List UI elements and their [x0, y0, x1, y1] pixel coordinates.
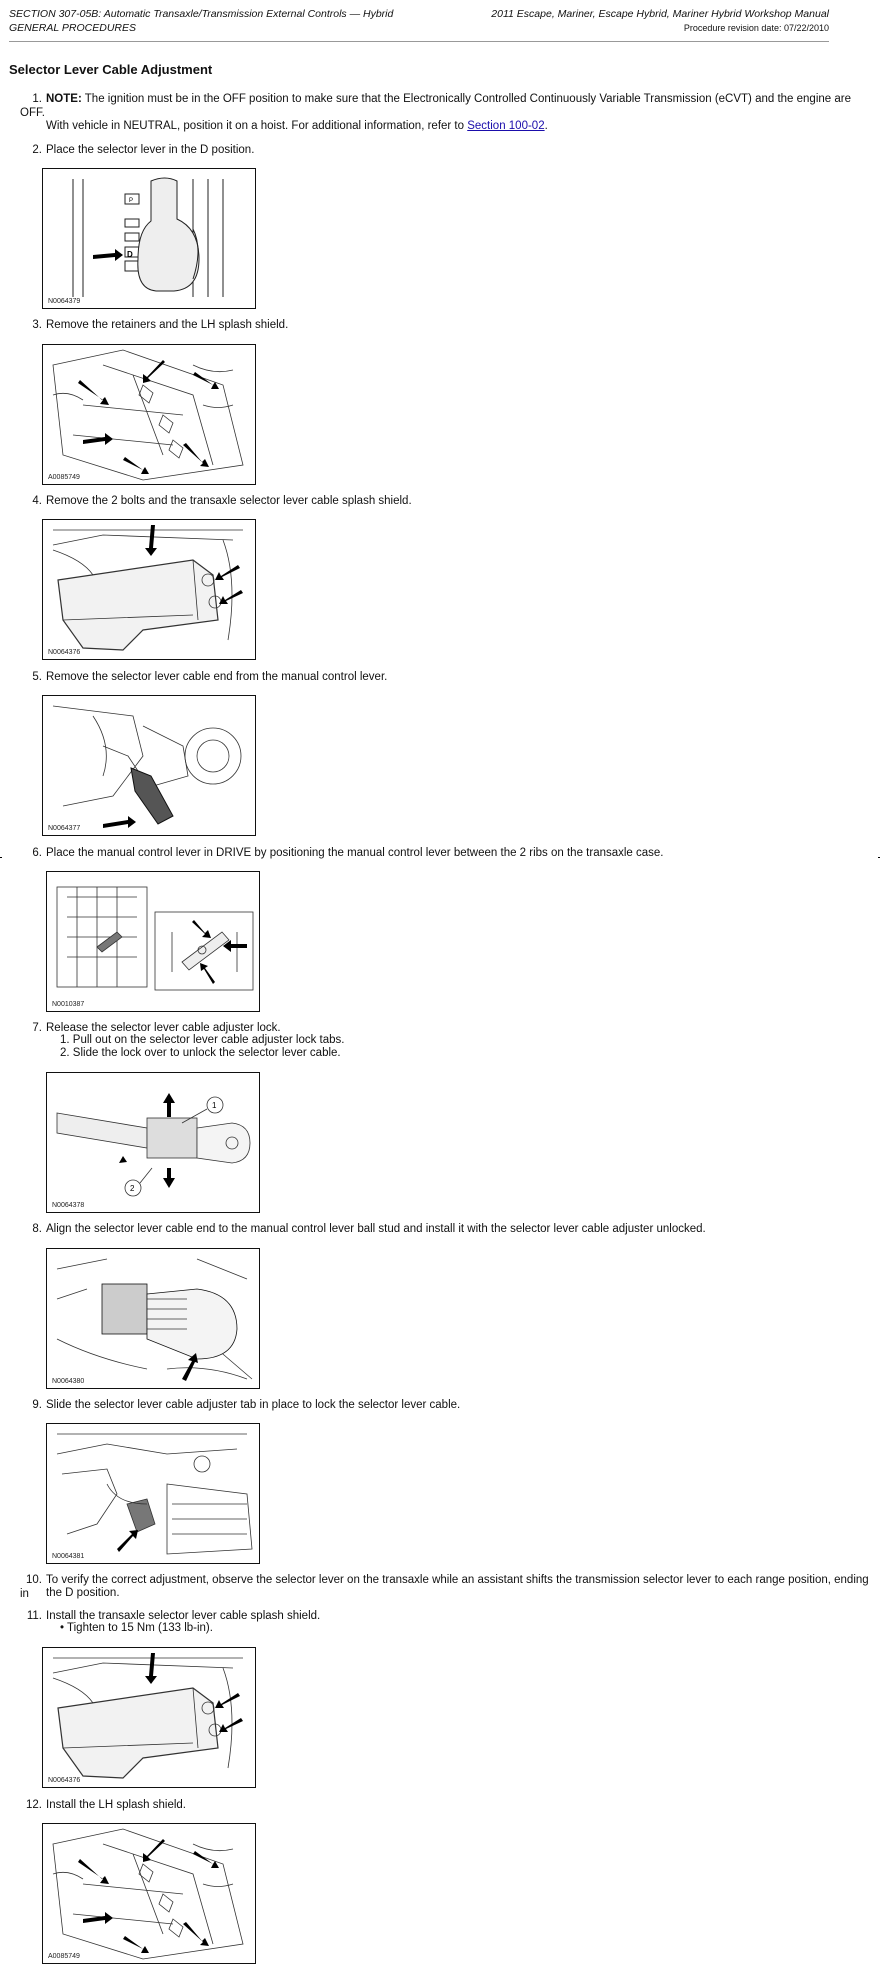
figure-cable-splash-shield	[42, 519, 256, 660]
arrow-icon	[219, 590, 243, 604]
step-10-cont: the D position.	[46, 1587, 120, 1599]
arrow-icon	[193, 1851, 219, 1868]
step-2: 2. Place the selector lever in the D position.	[32, 144, 255, 156]
figure-cable-splash-shield-install	[42, 1647, 256, 1788]
figure-adjuster-lock	[46, 1072, 260, 1213]
step-1: 1. NOTE: The ignition must be in the OFF position to make sure that the Electronically Controlled Continuously Variable Transmission (eCVT) and the engine are OFF.	[20, 93, 851, 119]
figure-code: N0064377	[48, 825, 81, 832]
step-6: 6. Place the manual control lever in DRIVE by positioning the manual control lever between the 2 ribs on the transaxle case.	[32, 847, 664, 859]
arrow-icon	[215, 1693, 240, 1708]
figure-adjuster-tab-lock	[46, 1423, 260, 1564]
arrow-icon	[183, 1922, 209, 1946]
page-header	[9, 7, 829, 42]
step-text: The ignition must be in the OFF position to make sure that the Electronically Controlled Continuously Variable Transmission (eCVT) and the engine are OFF.	[20, 93, 851, 119]
figure-cable-align	[46, 1248, 260, 1389]
figure-code: A0085749	[48, 1953, 80, 1960]
step-7: 7. Release the selector lever cable adjuster lock.	[32, 1022, 281, 1034]
header-right	[491, 7, 829, 35]
header-left	[9, 7, 393, 35]
arrow-down-icon	[163, 1168, 175, 1188]
arrow-icon	[183, 443, 209, 467]
arrow-icon	[83, 433, 113, 445]
category-label: GENERAL PROCEDURES	[9, 22, 137, 34]
step-7-substep-1: 1. Pull out on the selector lever cable adjuster lock tabs.	[60, 1034, 345, 1046]
arrow-icon	[219, 1718, 243, 1732]
arrow-up-icon	[163, 1093, 175, 1117]
step-5: 5. Remove the selector lever cable end from the manual control lever.	[32, 671, 388, 683]
figure-code: N0064378	[52, 1202, 85, 1209]
figure-cable-end-removal	[42, 695, 256, 836]
arrow-icon	[119, 1153, 135, 1163]
arrow-icon	[123, 457, 149, 474]
page-edge-mark	[0, 857, 2, 858]
manual-title: 2011 Escape, Mariner, Escape Hybrid, Mariner Hybrid Workshop Manual	[491, 8, 829, 20]
arrow-icon	[117, 1530, 138, 1552]
step-8: 8. Align the selector lever cable end to the manual control lever ball stud and install it with the selector lever cable adjuster unlocked.	[32, 1223, 706, 1235]
figure-code: N0064376	[48, 649, 81, 656]
step-9: 9. Slide the selector lever cable adjuster tab in place to lock the selector lever cable.	[32, 1399, 461, 1411]
figure-code: N0064381	[52, 1553, 85, 1560]
note-label: NOTE:	[46, 93, 82, 105]
figure-code: N0010387	[52, 1001, 85, 1008]
revision-date: Procedure revision date: 07/22/2010	[683, 23, 829, 33]
step-4: 4. Remove the 2 bolts and the transaxle selector lever cable splash shield.	[32, 495, 412, 507]
step-10: 10. To verify the correct adjustment, observe the selector lever on the transaxle while an assistant shifts the transmission selector lever to each range position, ending in	[20, 1574, 869, 1600]
arrow-icon	[78, 380, 109, 405]
figure-code: N0064379	[48, 298, 81, 305]
step-12: 12. Install the LH splash shield.	[26, 1799, 186, 1811]
step-7-substep-2: 2. Slide the lock over to unlock the selector lever cable.	[60, 1047, 341, 1059]
arrow-icon	[103, 816, 136, 828]
arrow-icon	[182, 1353, 198, 1381]
callout-2: 2	[130, 1184, 135, 1193]
figure-lh-splash-shield	[42, 344, 256, 485]
arrow-icon	[215, 565, 240, 580]
gear-p-label: P	[129, 198, 134, 204]
section-title: SECTION 307-05B: Automatic Transaxle/Transmission External Controls — Hybrid	[9, 8, 394, 20]
arrow-icon	[78, 1859, 109, 1884]
arrow-icon	[123, 1936, 149, 1953]
arrow-icon	[193, 372, 219, 389]
arrow-icon	[93, 249, 123, 261]
section-link[interactable]: Section 100-02	[467, 120, 545, 132]
arrow-icon	[143, 360, 165, 383]
step-11-bullet: • Tighten to 15 Nm (133 lb-in).	[60, 1622, 213, 1634]
procedure-title: Selector Lever Cable Adjustment	[9, 62, 213, 77]
arrow-icon	[192, 920, 211, 938]
figure-selector-gate	[42, 168, 256, 309]
gear-d-label: D	[127, 250, 133, 259]
figure-code: N0064376	[48, 1777, 81, 1784]
figure-manual-control-lever	[46, 871, 260, 1012]
arrow-icon	[83, 1912, 113, 1924]
step-1-detail: With vehicle in NEUTRAL, position it on a hoist. For additional information, refer to Section 100-02.	[46, 120, 548, 132]
figure-lh-splash-shield-install	[42, 1823, 256, 1964]
step-3: 3. Remove the retainers and the LH splash shield.	[32, 319, 289, 331]
callout-1: 1	[212, 1101, 217, 1110]
arrow-icon	[143, 1839, 165, 1862]
figure-code: N0064380	[52, 1378, 85, 1385]
figure-code: A0085749	[48, 474, 80, 481]
step-11: 11. Install the transaxle selector lever cable splash shield.	[26, 1610, 321, 1622]
arrow-icon	[200, 963, 215, 984]
